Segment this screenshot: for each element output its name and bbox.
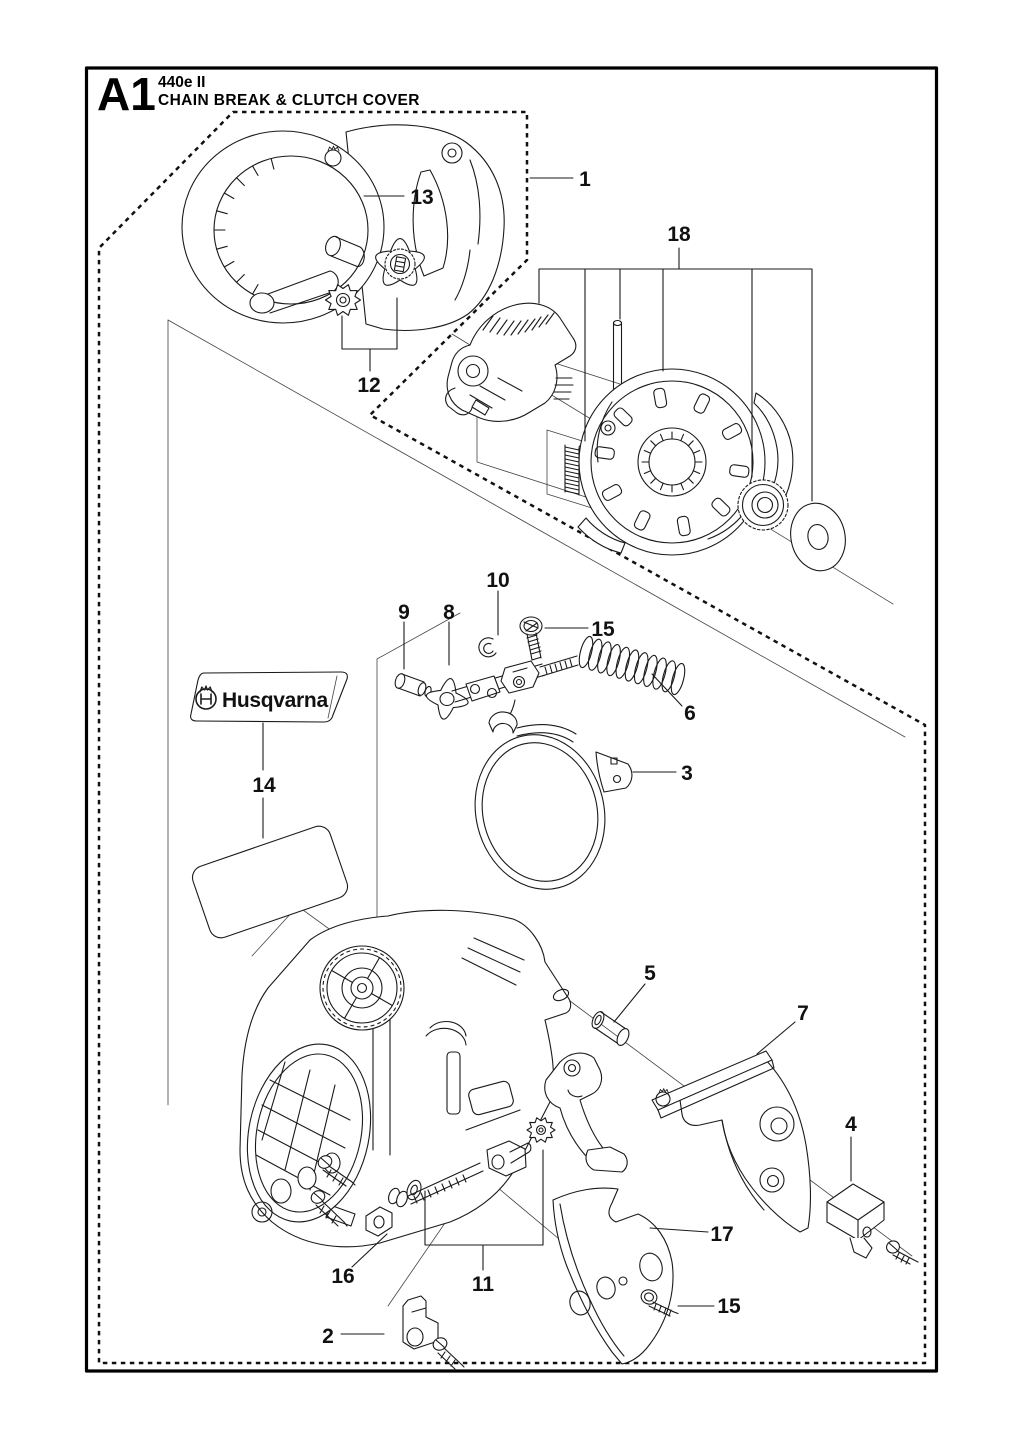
leader-6 — [652, 674, 682, 706]
tension-wheel — [320, 946, 404, 1030]
part-brake-spring — [577, 635, 688, 696]
callout-8: 8 — [443, 601, 455, 624]
band-outer — [459, 721, 621, 903]
callout-1: 1 — [579, 168, 591, 191]
part-blank-decal — [189, 823, 351, 941]
band-inner — [468, 730, 612, 893]
callout-15-lower: 15 — [717, 1295, 741, 1318]
callout-12: 12 — [357, 374, 381, 397]
part-brand-decal — [191, 672, 348, 722]
part-brake-linkage — [452, 656, 578, 721]
part-needle-bearing — [738, 480, 788, 530]
callout-18: 18 — [667, 223, 691, 246]
part-brake-lever-assembly — [446, 303, 576, 421]
callout-2: 2 — [322, 1325, 334, 1348]
callout-14: 14 — [252, 774, 276, 797]
callout-11: 11 — [471, 1273, 495, 1296]
part-hand-guard — [652, 1051, 810, 1232]
callout-13: 13 — [410, 186, 434, 209]
drum-outer — [579, 369, 765, 555]
subgroup-line — [377, 613, 460, 950]
cover-cylinder — [250, 293, 274, 313]
section-code: A1 — [97, 68, 156, 120]
part-star-nut — [426, 679, 468, 720]
callout-3: 3 — [681, 762, 693, 785]
part-pivot-pin — [590, 1010, 632, 1048]
callout-7: 7 — [797, 1002, 809, 1025]
callout-17: 17 — [710, 1223, 734, 1246]
callout-6: 6 — [684, 702, 696, 725]
part-screw-upper — [520, 617, 542, 660]
leader-7 — [757, 1022, 795, 1054]
callout-10: 10 — [486, 569, 510, 592]
part-brake-band — [459, 712, 632, 903]
callout-15-upper: 15 — [591, 618, 615, 641]
callout-5: 5 — [644, 962, 656, 985]
band-clamp — [489, 712, 517, 733]
part-washer — [785, 498, 852, 576]
part-chain-catcher — [827, 1184, 918, 1264]
callout-4: 4 — [845, 1113, 857, 1136]
brake-lever-body — [447, 303, 576, 421]
model-name: 440e II — [158, 74, 206, 91]
callout-9: 9 — [398, 601, 410, 624]
part-guide-plate — [553, 1188, 673, 1364]
part-bracket — [403, 1296, 464, 1369]
part-pin — [393, 672, 432, 697]
section-title: CHAIN BREAK & CLUTCH COVER — [158, 92, 420, 109]
leader-5 — [614, 984, 645, 1022]
callout-16: 16 — [331, 1265, 355, 1288]
brand-text: Husqvarna — [222, 689, 328, 712]
part-brake-link — [545, 1053, 627, 1172]
part-lock-ring — [479, 638, 496, 657]
